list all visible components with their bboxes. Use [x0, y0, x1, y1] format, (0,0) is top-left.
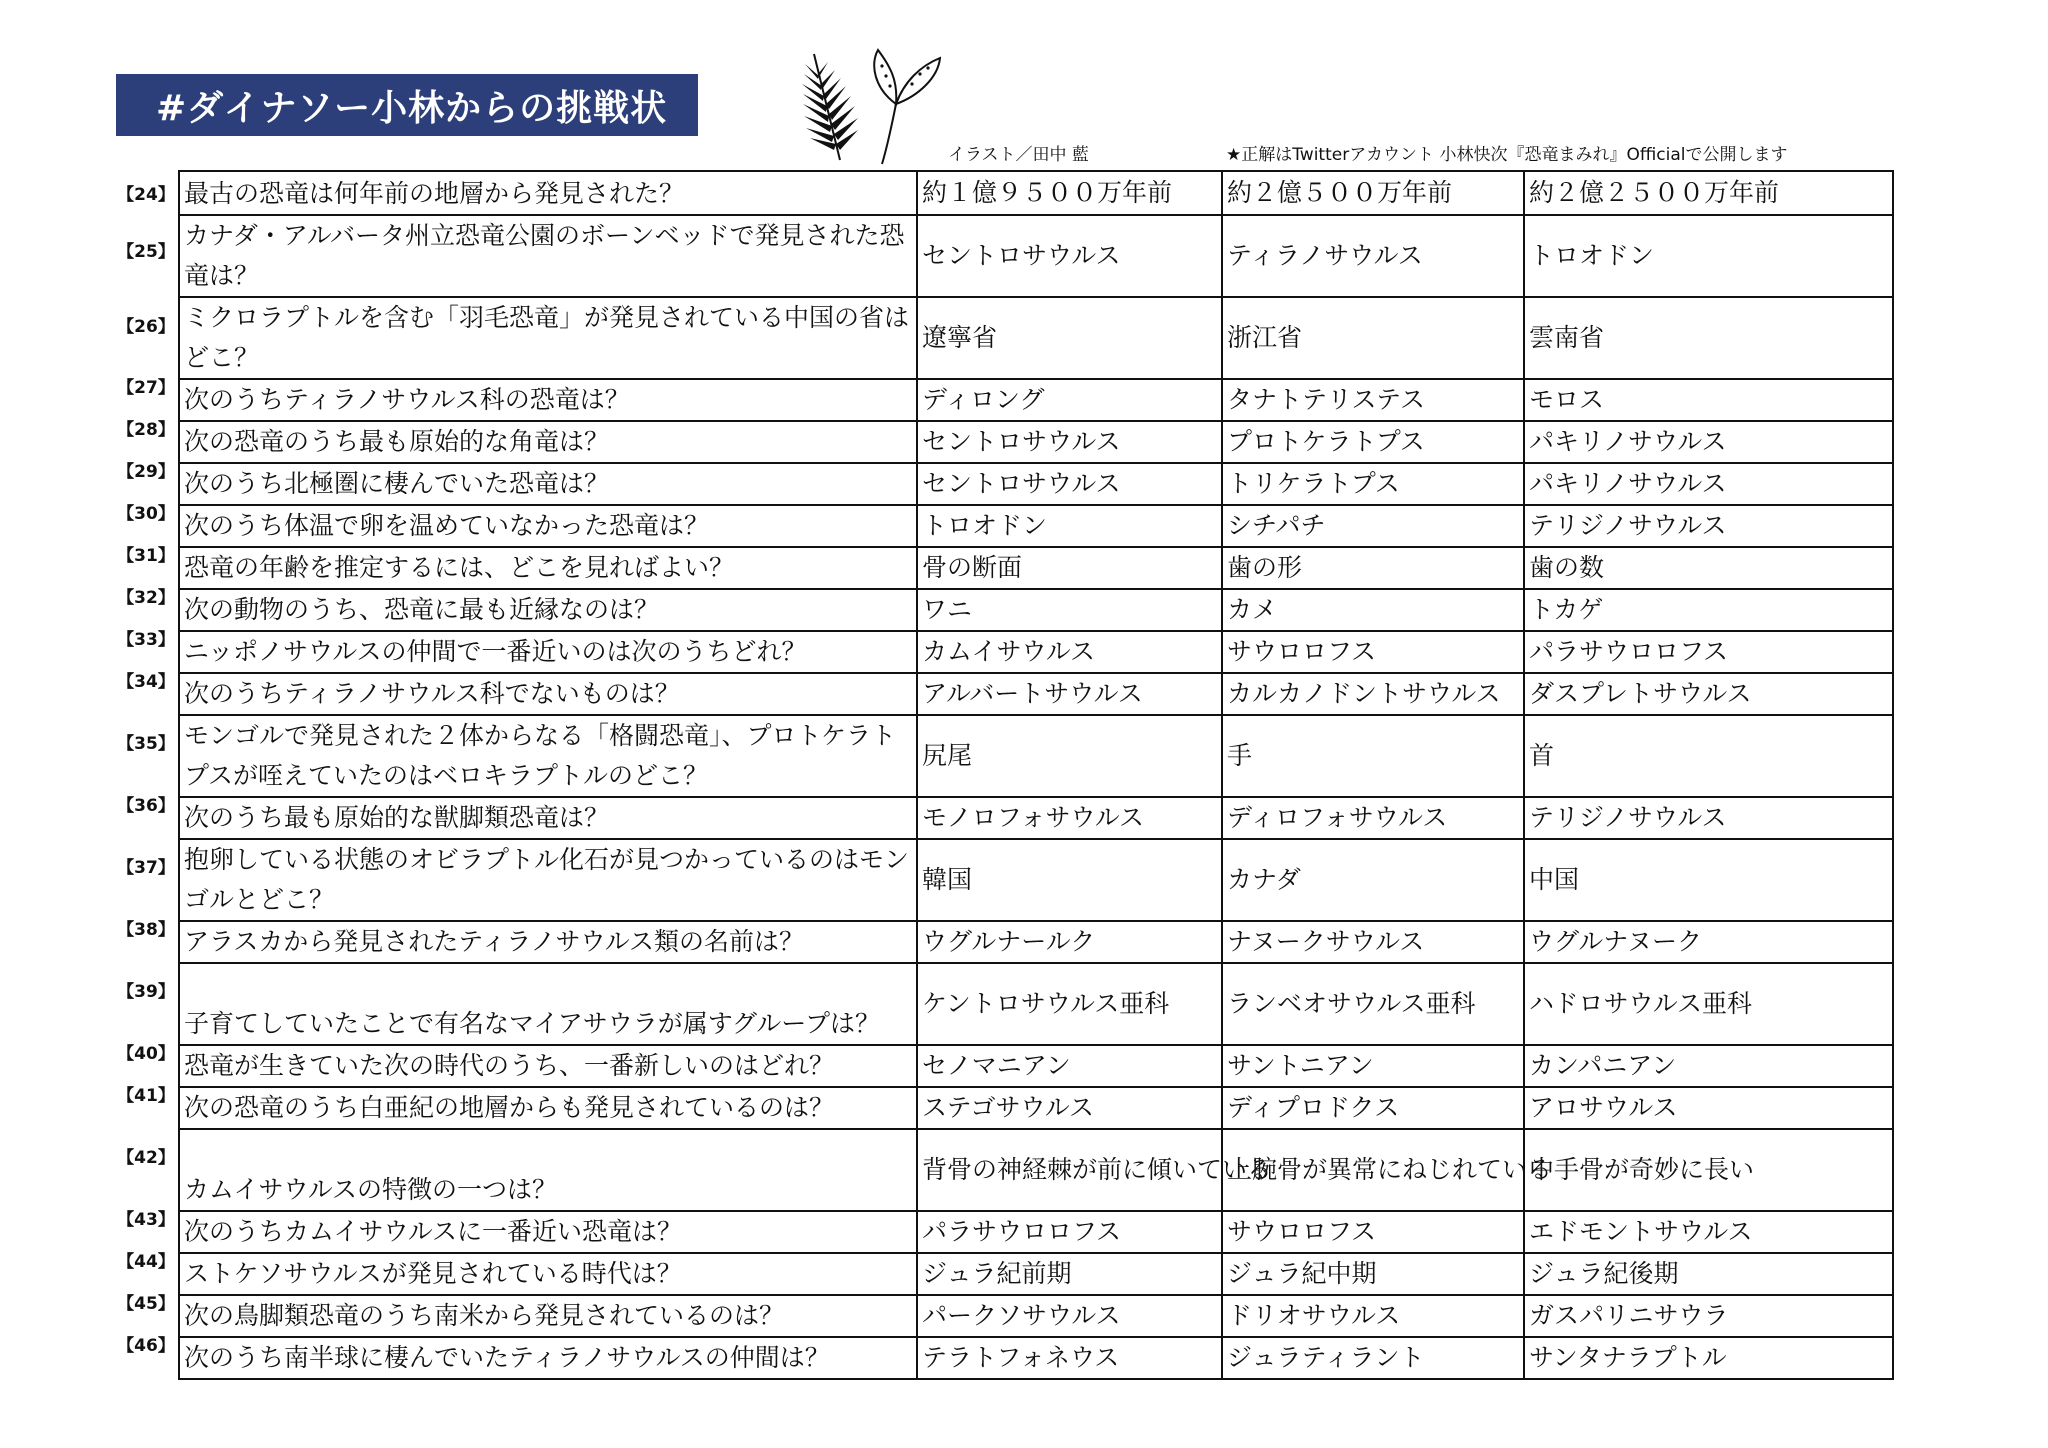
question-text: 次の鳥脚類恐竜のうち南米から発見されているのは？ — [179, 1295, 917, 1337]
question-row — [179, 547, 1893, 589]
answer-option-b: ディロフォサウルス — [1222, 797, 1524, 839]
question-text: 次のうちカムイサウルスに一番近い恐竜は？ — [179, 1211, 917, 1253]
answer-option-c: テリジノサウルス — [1524, 797, 1893, 839]
question-row — [179, 1253, 1893, 1295]
answer-option-a: ステゴサウルス — [917, 1087, 1222, 1129]
answer-option-a: ディロング — [917, 379, 1222, 421]
answer-option-c: 雲南省 — [1524, 297, 1893, 379]
question-text: 子育てしていたことで有名なマイアサウラが属すグループは？ — [179, 963, 917, 1045]
answer-option-b: ナヌークサウルス — [1222, 921, 1524, 963]
question-text: 次のうちティラノサウルス科の恐竜は？ — [179, 379, 917, 421]
answer-option-b: 浙江省 — [1222, 297, 1524, 379]
answer-option-b: サウロロフス — [1222, 631, 1524, 673]
answer-option-b: サントニアン — [1222, 1045, 1524, 1087]
question-text: 次の恐竜のうち最も原始的な角竜は？ — [179, 421, 917, 463]
question-number: 【33】 — [117, 629, 175, 650]
question-number: 【29】 — [117, 461, 175, 482]
answer-option-b: ディプロドクス — [1222, 1087, 1524, 1129]
answer-option-c: 中手骨が奇妙に長い — [1524, 1129, 1893, 1211]
question-text: モンゴルで発見された２体からなる「格闘恐竜」、プロトケラトプスが咥えていたのはベロキラプトルのどこ？ — [179, 715, 917, 797]
question-text: 次の恐竜のうち白亜紀の地層からも発見されているのは？ — [179, 1087, 917, 1129]
answer-option-a: セントロサウルス — [917, 421, 1222, 463]
answer-option-c: パキリノサウルス — [1524, 463, 1893, 505]
question-text: 次の動物のうち、恐竜に最も近縁なのは？ — [179, 589, 917, 631]
question-row — [179, 171, 1893, 215]
answer-option-b: カルカノドントサウルス — [1222, 673, 1524, 715]
page-title: #ダイナソー小林からの挑戦状 — [156, 87, 668, 129]
question-number: 【34】 — [117, 671, 175, 692]
question-number: 【41】 — [117, 1085, 175, 1106]
question-row — [179, 673, 1893, 715]
answer-option-c: カンパニアン — [1524, 1045, 1893, 1087]
question-row — [179, 1211, 1893, 1253]
answer-option-a: 骨の断面 — [917, 547, 1222, 589]
answer-option-c: 歯の数 — [1524, 547, 1893, 589]
question-row — [179, 589, 1893, 631]
question-row — [179, 963, 1893, 1045]
answer-option-c: パキリノサウルス — [1524, 421, 1893, 463]
question-text: ストケソサウルスが発見されている時代は？ — [179, 1253, 917, 1295]
answer-option-a: 約１億９５００万年前 — [917, 171, 1222, 215]
answer-option-c: テリジノサウルス — [1524, 505, 1893, 547]
answer-option-c: 首 — [1524, 715, 1893, 797]
answer-option-a: ウグルナールク — [917, 921, 1222, 963]
answer-option-c: エドモントサウルス — [1524, 1211, 1893, 1253]
question-text: カムイサウルスの特徴の一つは？ — [179, 1129, 917, 1211]
answer-option-c: ハドロサウルス亜科 — [1524, 963, 1893, 1045]
question-text: 次のうち最も原始的な獣脚類恐竜は？ — [179, 797, 917, 839]
question-row — [179, 421, 1893, 463]
question-number: 【27】 — [117, 377, 175, 398]
answer-option-b: トリケラトプス — [1222, 463, 1524, 505]
question-text: 恐竜の年齢を推定するには、どこを見ればよい？ — [179, 547, 917, 589]
question-text: アラスカから発見されたティラノサウルス類の名前は？ — [179, 921, 917, 963]
answer-option-a: 尻尾 — [917, 715, 1222, 797]
answer-option-b: 歯の形 — [1222, 547, 1524, 589]
question-row — [179, 463, 1893, 505]
answer-option-c: ダスプレトサウルス — [1524, 673, 1893, 715]
question-row — [179, 631, 1893, 673]
answer-option-b: カメ — [1222, 589, 1524, 631]
answer-option-a: アルバートサウルス — [917, 673, 1222, 715]
title-banner — [116, 74, 698, 136]
answer-option-b: 手 — [1222, 715, 1524, 797]
question-text: 次のうちティラノサウルス科でないものは？ — [179, 673, 917, 715]
question-text: 最古の恐竜は何年前の地層から発見された？ — [179, 171, 917, 215]
question-row — [179, 715, 1893, 797]
answer-option-b: シチパチ — [1222, 505, 1524, 547]
question-number: 【46】 — [117, 1335, 175, 1356]
answer-option-a: セントロサウルス — [917, 215, 1222, 297]
illustration-credit: イラスト／田中 藍 — [948, 145, 1089, 165]
answer-option-c: 約２億２５００万年前 — [1524, 171, 1893, 215]
question-number: 【30】 — [117, 503, 175, 524]
answer-option-b: ランベオサウルス亜科 — [1222, 963, 1524, 1045]
answer-option-b: タナトテリステス — [1222, 379, 1524, 421]
question-number: 【37】 — [117, 857, 175, 878]
answer-option-a: ケントロサウルス亜科 — [917, 963, 1222, 1045]
question-text: 次のうち北極圏に棲んでいた恐竜は？ — [179, 463, 917, 505]
answer-option-b: プロトケラトプス — [1222, 421, 1524, 463]
answer-option-c: ジュラ紀後期 — [1524, 1253, 1893, 1295]
answer-option-a: セントロサウルス — [917, 463, 1222, 505]
answer-option-a: 遼寧省 — [917, 297, 1222, 379]
answer-option-b: ジュラ紀中期 — [1222, 1253, 1524, 1295]
answer-option-c: ウグルナヌーク — [1524, 921, 1893, 963]
question-text: 抱卵している状態のオビラプトル化石が見つかっているのはモンゴルとどこ？ — [179, 839, 917, 921]
question-text: ニッポノサウルスの仲間で一番近いのは次のうちどれ？ — [179, 631, 917, 673]
answer-note: ★正解はTwitterアカウント 小林快次『恐竜まみれ』Officialで公開します — [1226, 145, 1788, 165]
question-row — [179, 1045, 1893, 1087]
answer-option-b: カナダ — [1222, 839, 1524, 921]
answer-option-a: セノマニアン — [917, 1045, 1222, 1087]
answer-option-c: アロサウルス — [1524, 1087, 1893, 1129]
answer-option-a: トロオドン — [917, 505, 1222, 547]
question-number: 【42】 — [117, 1147, 175, 1168]
answer-option-b: ドリオサウルス — [1222, 1295, 1524, 1337]
question-row — [179, 797, 1893, 839]
quiz-table-body — [179, 171, 1893, 1379]
question-number: 【32】 — [117, 587, 175, 608]
answer-option-b: ジュラティラント — [1222, 1337, 1524, 1379]
answer-option-c: トカゲ — [1524, 589, 1893, 631]
question-row — [179, 505, 1893, 547]
question-row — [179, 1129, 1893, 1211]
question-number: 【24】 — [117, 184, 175, 205]
answer-option-a: パークソサウルス — [917, 1295, 1222, 1337]
answer-option-a: カムイサウルス — [917, 631, 1222, 673]
answer-option-a: ワニ — [917, 589, 1222, 631]
question-number: 【31】 — [117, 545, 175, 566]
question-number: 【35】 — [117, 733, 175, 754]
question-row — [179, 297, 1893, 379]
question-number: 【25】 — [117, 241, 175, 262]
answer-option-b: ティラノサウルス — [1222, 215, 1524, 297]
question-number: 【44】 — [117, 1251, 175, 1272]
answer-option-c: トロオドン — [1524, 215, 1893, 297]
question-row — [179, 1337, 1893, 1379]
question-text: ミクロラプトルを含む「羽毛恐竜」が発見されている中国の省はどこ？ — [179, 297, 917, 379]
question-row — [179, 1087, 1893, 1129]
answer-option-b: 上腕骨が異常にねじれている — [1222, 1129, 1524, 1211]
answer-option-a: パラサウロロフス — [917, 1211, 1222, 1253]
question-number: 【28】 — [117, 419, 175, 440]
question-row — [179, 1295, 1893, 1337]
question-number-column — [116, 170, 176, 1364]
answer-option-c: パラサウロロフス — [1524, 631, 1893, 673]
answer-option-a: 韓国 — [917, 839, 1222, 921]
question-number: 【39】 — [117, 981, 175, 1002]
answer-option-a: ジュラ紀前期 — [917, 1253, 1222, 1295]
answer-option-a: モノロフォサウルス — [917, 797, 1222, 839]
question-number: 【45】 — [117, 1293, 175, 1314]
answer-option-c: モロス — [1524, 379, 1893, 421]
answer-option-c: 中国 — [1524, 839, 1893, 921]
question-text: 恐竜が生きていた次の時代のうち、一番新しいのはどれ？ — [179, 1045, 917, 1087]
question-number: 【43】 — [117, 1209, 175, 1230]
question-row — [179, 379, 1893, 421]
question-row — [179, 215, 1893, 297]
question-number: 【26】 — [117, 316, 175, 337]
fern-leaf-illustration-icon — [770, 44, 960, 168]
question-number: 【38】 — [117, 919, 175, 940]
answer-option-c: ガスパリニサウラ — [1524, 1295, 1893, 1337]
question-text: 次のうち体温で卵を温めていなかった恐竜は？ — [179, 505, 917, 547]
answer-option-b: 約２億５００万年前 — [1222, 171, 1524, 215]
answer-option-c: サンタナラプトル — [1524, 1337, 1893, 1379]
question-text: カナダ・アルバータ州立恐竜公園のボーンベッドで発見された恐竜は？ — [179, 215, 917, 297]
quiz-table — [178, 170, 1894, 1380]
question-number: 【36】 — [117, 795, 175, 816]
question-row — [179, 921, 1893, 963]
answer-option-a: 背骨の神経棘が前に傾いている — [917, 1129, 1222, 1211]
question-row — [179, 839, 1893, 921]
question-number: 【40】 — [117, 1043, 175, 1064]
answer-option-a: テラトフォネウス — [917, 1337, 1222, 1379]
answer-option-b: サウロロフス — [1222, 1211, 1524, 1253]
question-text: 次のうち南半球に棲んでいたティラノサウルスの仲間は？ — [179, 1337, 917, 1379]
